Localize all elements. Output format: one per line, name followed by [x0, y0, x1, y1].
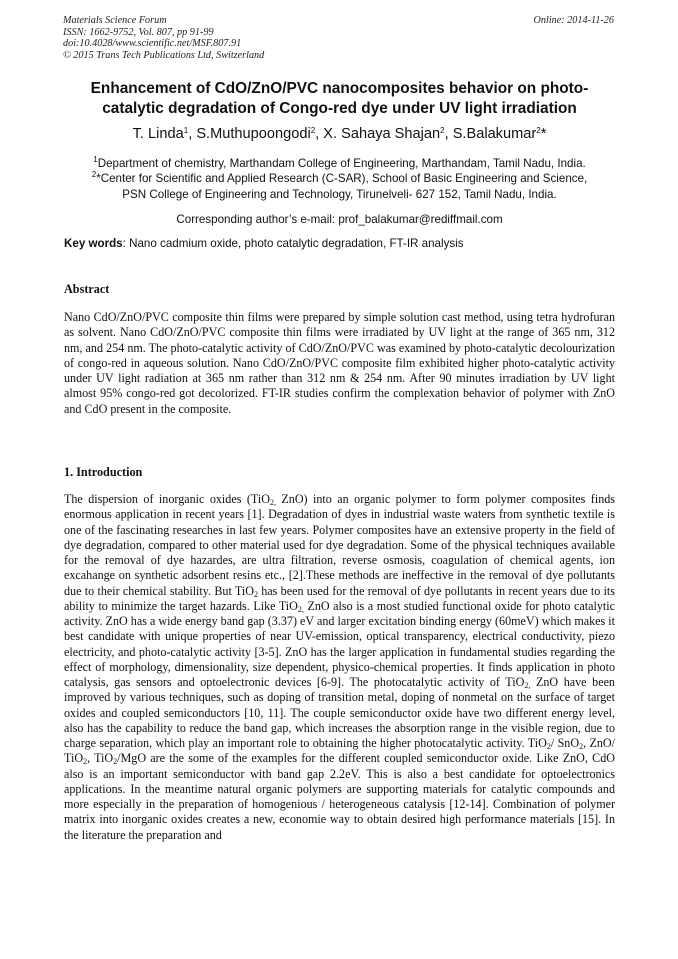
text-run: /MgO are the some of the examples for the different coupled semiconductor oxide. Like ZnO, CdO also is an important semiconductor with band gap 2.2eV. This is also a best candidate for optoelectronics applications. In the meantime natural organic polymers are supporting materials for catalytic compounds and more especially in the preparation of homogenious / heterogeneous catalysis [12-14]. Combination of polymer matrix into inorganic oxides creates a new, economie way to obtain desired high performance materials [15]. In the literature the preparation and [64, 751, 615, 842]
subscript: 2 [113, 757, 118, 767]
issn-line: ISSN: 1662-9752, Vol. 807, pp 91-99 [63, 26, 214, 38]
abstract-text: Nano CdO/ZnO/PVC composite thin films were prepared by simple solution cast method, using tetra hydrofuran as solvent. Nano CdO/ZnO/PVC composite thin films were irradiated by UV light at the range of 365 nm, 312 nm, and 254 nm. The photo-catalytic activity of CdO/ZnO/PVC was examined by photo-catalytic decolourization of congo-red in aqueous solution. Nano CdO/ZnO/PVC composite film exhibited higher photo-catalytic activity under UV light radiation at 365 nm rather than 312 nm & 254 nm. After 90 minutes irradiation by UV light almost 95% congo-red got decolorized. FT-IR studies confirm the complexation behavior of polymer with ZnO and CdO present in the composite. [64, 310, 615, 416]
author-list [64, 126, 615, 142]
author-separator: , [444, 126, 453, 142]
text-run: ZnO also is a most studied functional oxide for photo catalytic activity. ZnO has a wide energy band gap (3.37) eV and larger excitation binding energy (60meV) which makes it best candidate with unique properties of near UV-emission, optical transparency, electrical conductivity, piezo electricity, and photo-catalytic activity [3-5]. ZnO has the larger application in fundamental studies regarding the effect of morphology, dimensionality, size dependent, physico-chemical properties. It finds application in photo catalysis, gas sensors and optoelectronic devices [6-9]. The photocatalytic activity of TiO [64, 598, 615, 689]
copyright-line: © 2015 Trans Tech Publications Ltd, Switzerland [63, 49, 265, 61]
journal-name: Materials Science Forum [63, 15, 167, 26]
text-run: , ZnO/ TiO [64, 736, 616, 766]
affiliations [64, 156, 615, 202]
keywords [64, 237, 615, 250]
subscript: 2 [579, 742, 584, 751]
paper-title [64, 79, 615, 118]
author-separator: * [540, 126, 547, 142]
author-affiliation-marker: 2 [440, 126, 445, 135]
affiliation-1-marker: 1 [93, 155, 98, 164]
subscript: 2, [524, 681, 531, 690]
subscript: 2 [253, 589, 258, 599]
online-date: Online: 2014-11-26 [533, 15, 614, 26]
keywords-label: Key words [64, 237, 123, 250]
author-name: S.Muthupoongodi [196, 126, 311, 142]
text-run: The dispersion of inorganic oxides (TiO [64, 492, 270, 506]
subscript: 2 [83, 757, 88, 767]
introduction-text [64, 492, 615, 843]
affiliation-2-marker: 2 [91, 170, 97, 180]
author-separator: , [315, 126, 324, 142]
text-run: ZnO have been improved by various techniques, such as doping of transition metal, doping of nonmetal on the surface of target oxides and coupled semiconductors [10, 11]. The couple semiconductor oxide have two different energy level, also has the capability to reduce the band gap, which increases the absorption range in the visible region, due to charge separation, which play an important role to obtaining the higher photocatalytic activity. TiO [64, 675, 615, 750]
text-run: , TiO [87, 751, 114, 766]
author-name: T. Linda [132, 126, 184, 142]
affiliation-1-text: Department of chemistry, Marthandam College of Engineering, Marthandam, Tamil Nadu, India. [97, 157, 586, 170]
text-run: / SnO [550, 736, 580, 750]
affiliation-2-line-2: PSN College of Engineering and Technology, Tirunelveli- 627 152, Tamil Nadu, India. [122, 187, 557, 201]
text-run: has been used for the removal of dye pollutants in recent years due to its ability to minimize the target hazards. Like TiO [64, 583, 615, 613]
author-name: X. Sahaya Shajan [323, 126, 441, 142]
author-name: S.Balakumar [452, 126, 537, 142]
affiliation-2-line-1: *Center for Scientific and Applied Research (C-SAR), School of Basic Engineering and Science, [96, 172, 588, 186]
title-line-1: Enhancement of CdO/ZnO/PVC nanocomposites behavior on photo- [90, 80, 589, 97]
subscript: 2, [297, 604, 304, 614]
subscript: 2, [269, 498, 276, 507]
abstract-heading: Abstract [64, 282, 110, 296]
journal-header [63, 15, 264, 61]
affiliation-2 [64, 171, 615, 186]
title-line-2: catalytic degradation of Congo-red dye under UV light irradiation [102, 99, 577, 117]
author-separator: , [188, 126, 197, 142]
doi-line: doi:10.4028/www.scientific.net/MSF.807.91 [63, 38, 242, 50]
author-affiliation-marker: 2 [536, 126, 541, 135]
corresponding-email: Corresponding author’s e-mail: prof_balakumar@rediffmail.com [176, 213, 503, 226]
author-affiliation-marker: 2 [310, 126, 316, 135]
introduction-heading: 1. Introduction [64, 465, 143, 479]
subscript: 2 [546, 742, 551, 751]
keywords-text: : Nano cadmium oxide, photo catalytic degradation, FT-IR analysis [122, 237, 464, 250]
affiliation-1 [64, 156, 615, 171]
text-run: ZnO) into an organic polymer to form polymer composites finds enormous application in recent years [1]. Degradation of dyes in industrial waste waters from synthetic textile is one of the fascinating researches in last few years. Polymer composites have an extensive property in the field of dye degradation, compared to other material used for dye degradation. Some of the physical techniques available for the removal of dye hazardes, are ultra filtration, reverse osmosis, coagulation of chemical agents, ion excahange on synthetic adsorbent resins etc., [2].These methods are ineffective in the removal of dye pollutants due to their chemical stability. But TiO [64, 492, 615, 598]
author-affiliation-marker: 1 [183, 126, 189, 135]
